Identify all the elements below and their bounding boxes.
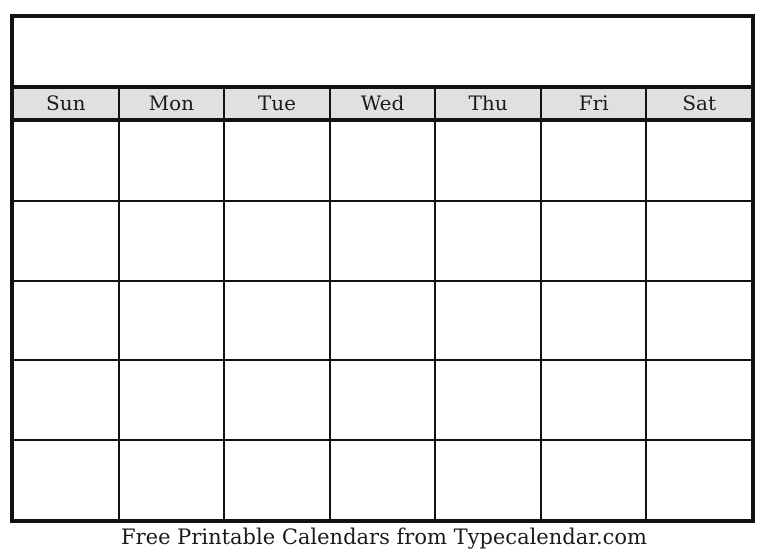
day-cell	[120, 122, 224, 200]
day-cell	[225, 441, 329, 519]
day-cell	[14, 361, 118, 439]
day-cell	[647, 441, 751, 519]
day-cell	[331, 441, 435, 519]
day-cell	[542, 202, 646, 280]
calendar-table	[10, 14, 755, 523]
day-cell	[436, 122, 540, 200]
day-cell	[542, 282, 646, 360]
weekday-header-fri: Fri	[542, 89, 646, 118]
day-cell	[542, 361, 646, 439]
day-cell	[331, 122, 435, 200]
weekday-header-tue: Tue	[225, 89, 329, 118]
day-cell	[436, 441, 540, 519]
weekday-header-sun: Sun	[14, 89, 118, 118]
weekday-header-wed: Wed	[331, 89, 435, 118]
day-cell	[436, 282, 540, 360]
footer-credit: Free Printable Calendars from Typecalendar.com	[121, 525, 647, 549]
weekday-header-sat: Sat	[647, 89, 751, 118]
day-cell	[120, 361, 224, 439]
day-cell	[647, 282, 751, 360]
day-cell	[14, 122, 118, 200]
day-cell	[120, 202, 224, 280]
day-cell	[331, 202, 435, 280]
day-cell	[225, 361, 329, 439]
weekday-header-mon: Mon	[120, 89, 224, 118]
day-cell	[120, 282, 224, 360]
day-cell	[647, 122, 751, 200]
month-title-box	[14, 18, 751, 89]
day-cell	[120, 441, 224, 519]
day-cell	[14, 441, 118, 519]
day-cell	[542, 122, 646, 200]
day-cell	[542, 441, 646, 519]
weekday-header-row	[14, 89, 751, 122]
weekday-header-thu: Thu	[436, 89, 540, 118]
day-cell	[225, 122, 329, 200]
day-cell	[14, 282, 118, 360]
day-cell	[647, 202, 751, 280]
day-cell	[436, 202, 540, 280]
day-cell	[647, 361, 751, 439]
calendar-grid	[14, 122, 751, 519]
day-cell	[225, 282, 329, 360]
day-cell	[331, 361, 435, 439]
day-cell	[14, 202, 118, 280]
day-cell	[225, 202, 329, 280]
day-cell	[436, 361, 540, 439]
day-cell	[331, 282, 435, 360]
